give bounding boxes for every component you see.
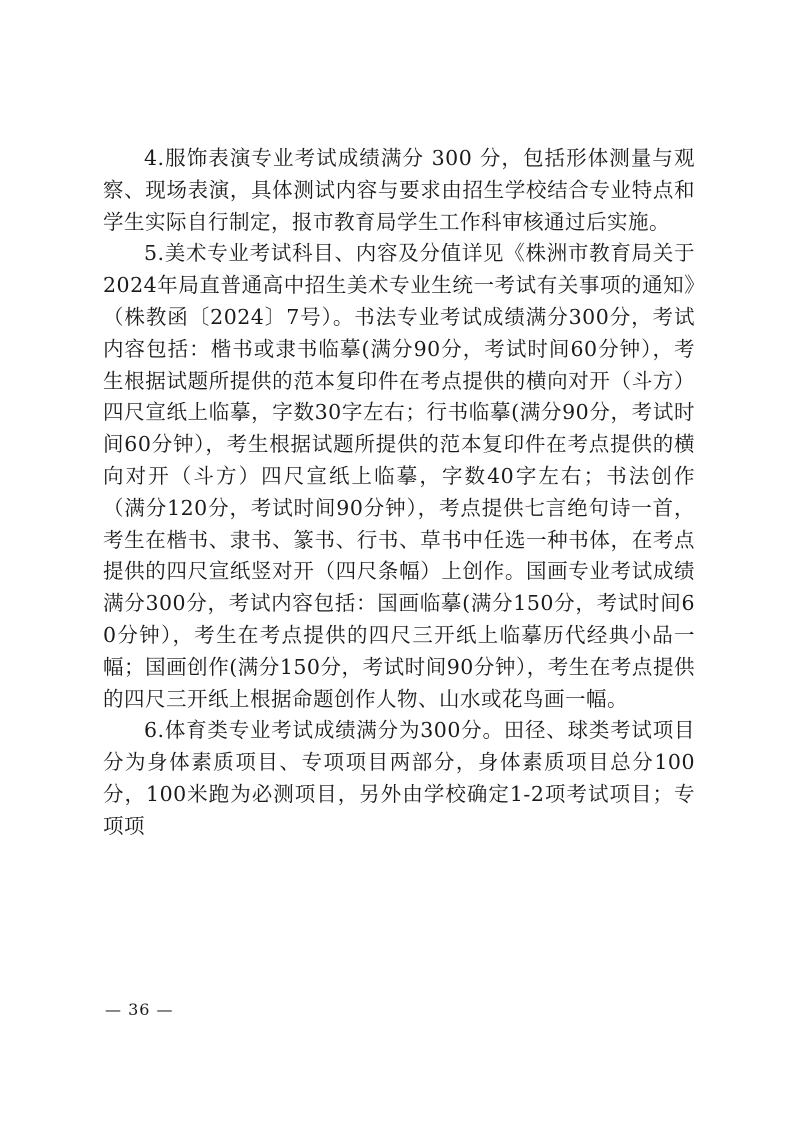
- paragraph-sports: 6.体育类专业考试成绩满分为300分。田径、球类考试项目分为身体素质项目、专项项目两部分，身体素质项目总分100分，100米跑为必测项目，另外由学校确定1-2项考试项目；专项项: [103, 718, 695, 838]
- document-body: [103, 143, 695, 843]
- paragraph-costume-performance: 4.服饰表演专业考试成绩满分 300 分，包括形体测量与观察、现场表演，具体测试内容与要求由招生学校结合专业特点和学生实际自行制定，报市教育局学生工作科审核通过后实施。: [103, 146, 695, 234]
- page-number: — 36 —: [105, 1000, 174, 1019]
- paragraph-fine-arts: 5.美术专业考试科目、内容及分值详见《株洲市教育局关于2024年局直普通高中招生美术专业生统一考试有关事项的通知》（株教函〔2024〕7号）。书法专业考试成绩满分300分，考试内容包括：楷书或隶书临摹(满分90分，考试时间60分钟），考生根据试题所提供的范本复印件在考点提供的横向对开（斗方）四尺宣纸上临摹，字数30字左右；行书临摹(满分90分，考试时间60分钟），考生根据试题所提供的范本复印件在考点提供的横向对开（斗方）四尺宣纸上临摹，字数40字左右；书法创作（满分120分，考试时间90分钟），考点提供七言绝句诗一首，考生在楷书、隶书、篆书、行书、草书中任选一种书体，在考点提供的四尺宣纸竖对开（四尺条幅）上创作。国画专业考试成绩满分300分，考试内容包括：国画临摹(满分150分，考试时间60分钟），考生在考点提供的四尺三开纸上临摹历代经典小品一幅；国画创作(满分150分，考试时间90分钟），考生在考点提供的四尺三开纸上根据命题创作人物、山水或花鸟画一幅。: [103, 241, 695, 711]
